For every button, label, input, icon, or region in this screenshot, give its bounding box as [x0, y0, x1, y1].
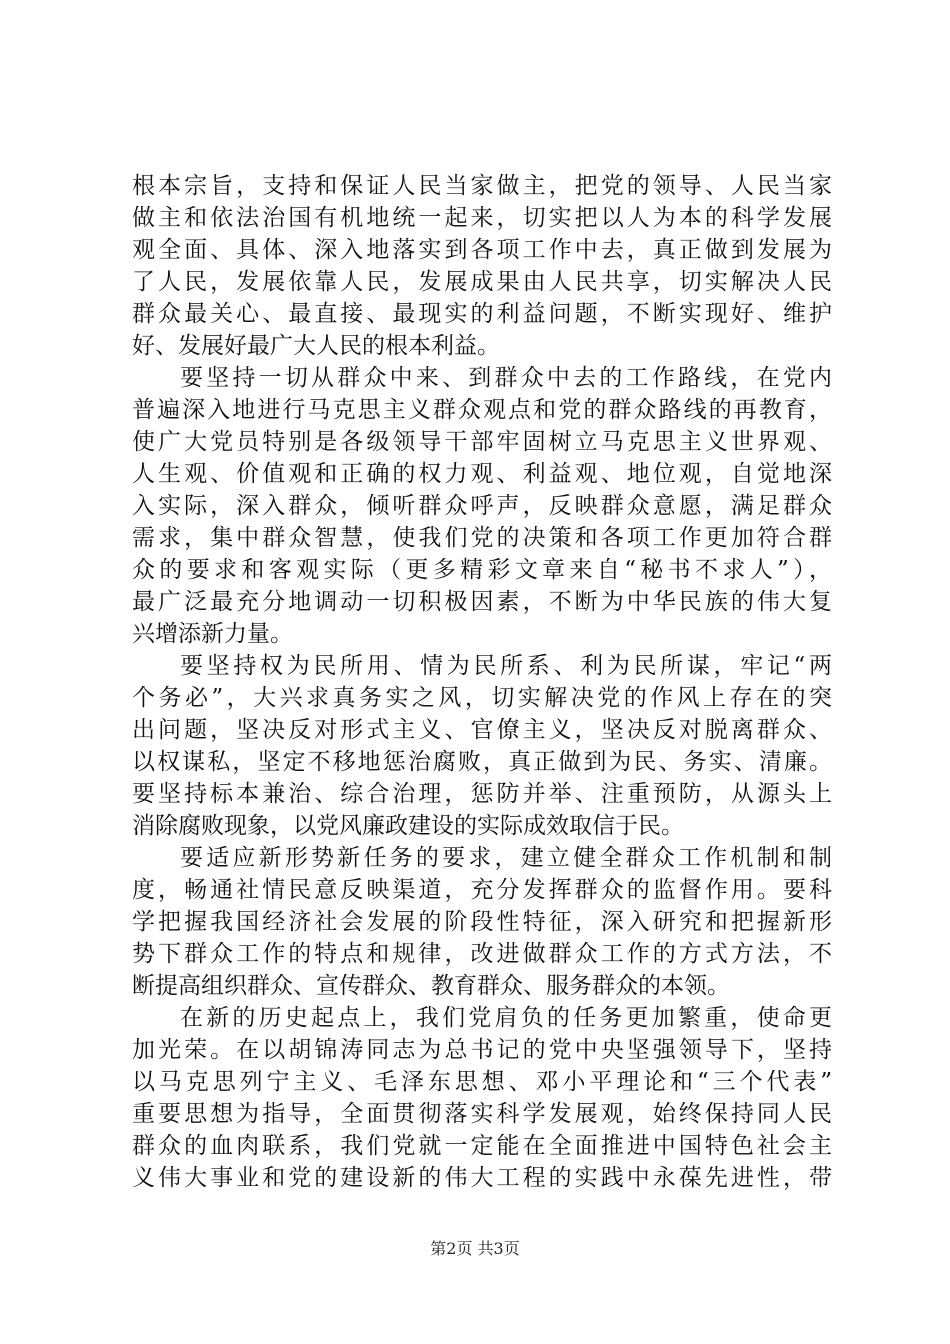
text-line: 加光荣。在以胡锦涛同志为总书记的党中央坚强领导下，坚持 [132, 1037, 832, 1063]
text-line: 做主和依法治国有机地统一起来，切实把以人为本的科学发展 [132, 205, 832, 231]
page-footer: 第2页 共3页 [430, 1239, 520, 1258]
text-line: 众的要求和客观实际（更多精彩文章来自“秘书不求人”）， [132, 557, 832, 583]
text-line: 最广泛最充分地调动一切积极因素，不断为中华民族的伟大复 [132, 589, 832, 615]
text-line: 了人民，发展依靠人民，发展成果由人民共享，切实解决人民 [132, 269, 832, 295]
text-line: 势下群众工作的特点和规律，改进做群众工作的方式方法，不 [132, 941, 832, 967]
text-line: 使广大党员特别是各级领导干部牢固树立马克思主义世界观、 [132, 429, 832, 455]
text-line: 以权谋私，坚定不移地惩治腐败，真正做到为民、务实、清廉。 [132, 749, 832, 775]
text-line: 出问题，坚决反对形式主义、官僚主义，坚决反对脱离群众、 [132, 717, 832, 743]
text-line: 义伟大事业和党的建设新的伟大工程的实践中永葆先进性，带 [132, 1165, 832, 1191]
text-line: 普遍深入地进行马克思主义群众观点和党的群众路线的再教育， [132, 397, 832, 423]
text-line: 度，畅通社情民意反映渠道，充分发挥群众的监督作用。要科 [132, 877, 832, 903]
text-line: 兴增添新力量。 [132, 621, 293, 647]
text-line: 入实际，深入群众，倾听群众呼声，反映群众意愿，满足群众 [132, 493, 832, 519]
text-line: 群众的血肉联系，我们党就一定能在全面推进中国特色社会主 [132, 1133, 832, 1159]
text-line: 以马克思列宁主义、毛泽东思想、邓小平理论和“三个代表” [132, 1069, 832, 1095]
text-line: 要坚持权为民所用、情为民所系、利为民所谋，牢记“两 [180, 653, 832, 679]
text-line: 好、发展好最广大人民的根本利益。 [132, 333, 500, 359]
text-line: 要坚持标本兼治、综合治理，惩防并举、注重预防，从源头上 [132, 781, 832, 807]
text-line: 观全面、具体、深入地落实到各项工作中去，真正做到发展为 [132, 237, 832, 263]
text-line: 群众最关心、最直接、最现实的利益问题，不断实现好、维护 [132, 301, 832, 327]
text-line: 学把握我国经济社会发展的阶段性特征，深入研究和把握新形 [132, 909, 832, 935]
text-line: 人生观、价值观和正确的权力观、利益观、地位观，自觉地深 [132, 461, 832, 487]
text-line: 要坚持一切从群众中来、到群众中去的工作路线，在党内 [180, 365, 832, 391]
document-body [132, 170, 832, 1194]
text-line: 消除腐败现象，以党风廉政建设的实际成效取信于民。 [132, 813, 684, 839]
text-line: 根本宗旨，支持和保证人民当家做主，把党的领导、人民当家 [132, 173, 832, 199]
text-line: 要适应新形势新任务的要求，建立健全群众工作机制和制 [180, 845, 832, 871]
text-line: 重要思想为指导，全面贯彻落实科学发展观，始终保持同人民 [132, 1101, 832, 1127]
text-line: 需求，集中群众智慧，使我们党的决策和各项工作更加符合群 [132, 525, 832, 551]
text-line: 个务必”，大兴求真务实之风，切实解决党的作风上存在的突 [132, 685, 832, 711]
text-line: 断提高组织群众、宣传群众、教育群众、服务群众的本领。 [132, 973, 730, 999]
text-line: 在新的历史起点上，我们党肩负的任务更加繁重，使命更 [180, 1005, 832, 1031]
